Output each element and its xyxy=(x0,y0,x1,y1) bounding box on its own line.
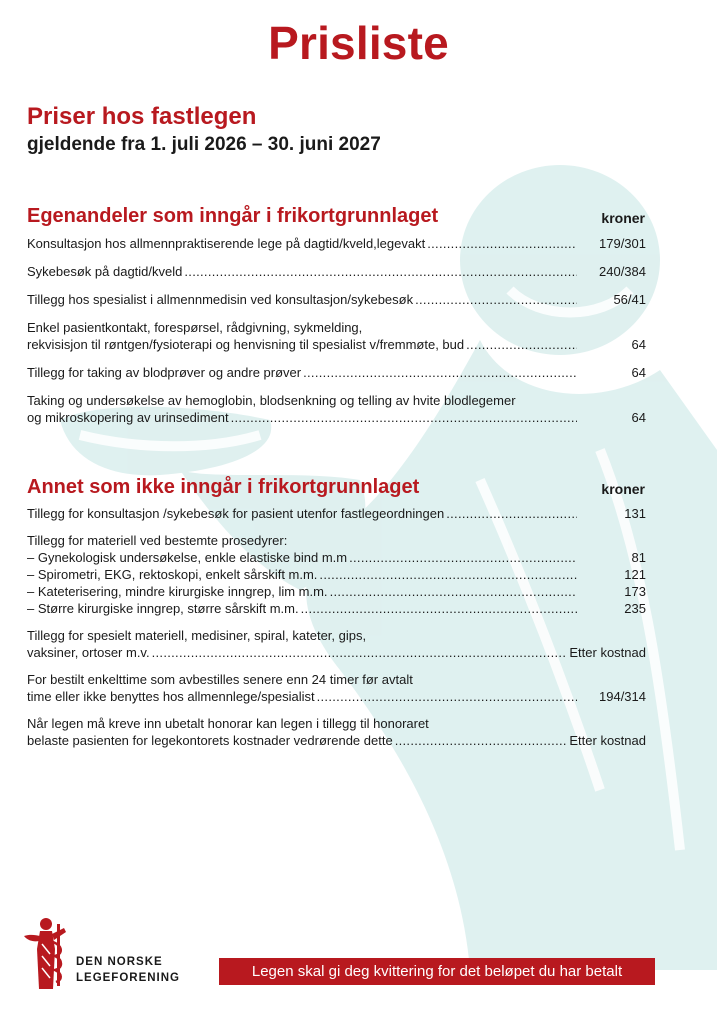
price-line xyxy=(27,688,646,705)
item-price: 81 xyxy=(631,550,646,565)
item-price: 131 xyxy=(624,506,646,521)
item-description: time eller ikke benyttes hos allmennlege/spesialist xyxy=(27,689,315,704)
price-line xyxy=(27,583,646,600)
item-description: Enkel pasientkontakt, forespørsel, rådgivning, sykmelding, xyxy=(27,320,363,335)
price-line xyxy=(27,715,646,732)
price-line xyxy=(27,732,646,749)
item-price: 240/384 xyxy=(599,264,646,279)
price-line xyxy=(27,364,646,381)
item-description: – Gynekologisk undersøkelse, enkle elastiske bind m.m xyxy=(27,550,348,565)
price-line xyxy=(27,319,646,336)
page-title: Prisliste xyxy=(268,17,449,69)
item-price: 121 xyxy=(624,567,646,582)
org-line: LEGEFORENING xyxy=(76,972,181,984)
price-list xyxy=(27,235,646,437)
dot-leader xyxy=(317,688,577,705)
price-line xyxy=(27,600,646,617)
item-price: 194/314 xyxy=(599,689,646,704)
price-line xyxy=(27,566,646,583)
price-line xyxy=(27,549,646,566)
org-line: DEN NORSKE xyxy=(76,956,163,968)
item-price: 179/301 xyxy=(599,236,646,251)
item-price: 173 xyxy=(624,584,646,599)
price-item xyxy=(27,715,646,749)
item-description: – Kateterisering, mindre kirurgiske inngrep, lim m.m. xyxy=(27,584,328,599)
dot-leader xyxy=(446,505,577,522)
receipt-notice-banner: Legen skal gi deg kvittering for det beløpet du har betalt xyxy=(219,958,655,985)
dot-leader xyxy=(319,566,577,583)
price-line xyxy=(27,291,646,308)
item-price: Etter kostnad xyxy=(569,733,646,748)
validity-period: gjeldende fra 1. juli 2026 – 30. juni 2027 xyxy=(27,134,381,155)
item-description: Tillegg for taking av blodprøver og andre prøver xyxy=(27,365,302,380)
price-item xyxy=(27,671,646,705)
price-item xyxy=(27,505,646,522)
price-line xyxy=(27,392,646,409)
dot-leader xyxy=(466,336,577,353)
price-item xyxy=(27,263,646,280)
item-price: 64 xyxy=(631,337,646,352)
item-description: – Større kirurgiske inngrep, større sårskift m.m. xyxy=(27,601,299,616)
price-line xyxy=(27,671,646,688)
section-title: Annet som ikke inngår i frikortgrunnlaget xyxy=(27,476,420,498)
dot-leader xyxy=(427,235,577,252)
price-item xyxy=(27,532,646,617)
item-description: Taking og undersøkelse av hemoglobin, blodsenkning og telling av hvite blodlegemer xyxy=(27,393,516,408)
price-item xyxy=(27,392,646,426)
price-item xyxy=(27,235,646,252)
price-line xyxy=(27,644,646,661)
dot-leader xyxy=(330,583,577,600)
dot-leader xyxy=(349,549,577,566)
dot-leader xyxy=(184,263,577,280)
price-line xyxy=(27,263,646,280)
price-item xyxy=(27,319,646,353)
dot-leader xyxy=(303,364,577,381)
item-description: Tillegg for materiell ved bestemte prosedyrer: xyxy=(27,533,288,548)
item-description: Tillegg for konsultasjon /sykebesøk for pasient utenfor fastlegeordningen xyxy=(27,506,445,521)
dot-leader xyxy=(231,409,577,426)
price-line xyxy=(27,532,646,549)
price-list xyxy=(27,505,646,759)
item-description: vaksiner, ortoser m.v. xyxy=(27,645,150,660)
item-description: rekvisisjon til røntgen/fysioterapi og henvisning til spesialist v/fremmøte, bud xyxy=(27,337,465,352)
asclepius-figure-icon xyxy=(20,914,70,994)
price-line xyxy=(27,627,646,644)
organization-name xyxy=(76,954,180,986)
dot-leader xyxy=(415,291,577,308)
price-line xyxy=(27,336,646,353)
item-description: – Spirometri, EKG, rektoskopi, enkelt sårskift m.m. xyxy=(27,567,318,582)
section-header-egenandeler xyxy=(27,205,647,228)
item-description: Når legen må kreve inn ubetalt honorar kan legen i tillegg til honoraret xyxy=(27,716,429,731)
price-line xyxy=(27,409,646,426)
item-description: og mikroskopering av urinsediment xyxy=(27,410,229,425)
item-description: Tillegg for spesielt materiell, medisiner, spiral, kateter, gips, xyxy=(27,628,367,643)
dot-leader xyxy=(301,600,577,617)
item-description: Tillegg hos spesialist i allmennmedisin ved konsultasjon/sykebesøk xyxy=(27,292,414,307)
item-price: 64 xyxy=(631,365,646,380)
page-subtitle: Priser hos fastlegen xyxy=(27,103,257,130)
item-price: 235 xyxy=(624,601,646,616)
section-title: Egenandeler som inngår i frikortgrunnlaget xyxy=(27,205,439,227)
item-price: 56/41 xyxy=(613,292,646,307)
price-line xyxy=(27,505,646,522)
item-price: 64 xyxy=(631,410,646,425)
item-description: Konsultasjon hos allmennpraktiserende lege på dagtid/kveld,legevakt xyxy=(27,236,426,251)
item-description: For bestilt enkelttime som avbestilles senere enn 24 timer før avtalt xyxy=(27,672,413,687)
price-item xyxy=(27,291,646,308)
unit-label: kroner xyxy=(601,481,645,497)
price-line xyxy=(27,235,646,252)
dot-leader xyxy=(152,644,567,661)
item-price: Etter kostnad xyxy=(569,645,646,660)
item-description: belaste pasienten for legekontorets kostnader vedrørende dette xyxy=(27,733,393,748)
price-item xyxy=(27,627,646,661)
dot-leader xyxy=(395,732,567,749)
price-item xyxy=(27,364,646,381)
item-description: Sykebesøk på dagtid/kveld xyxy=(27,264,183,279)
section-header-annet xyxy=(27,476,647,499)
unit-label: kroner xyxy=(601,210,645,226)
